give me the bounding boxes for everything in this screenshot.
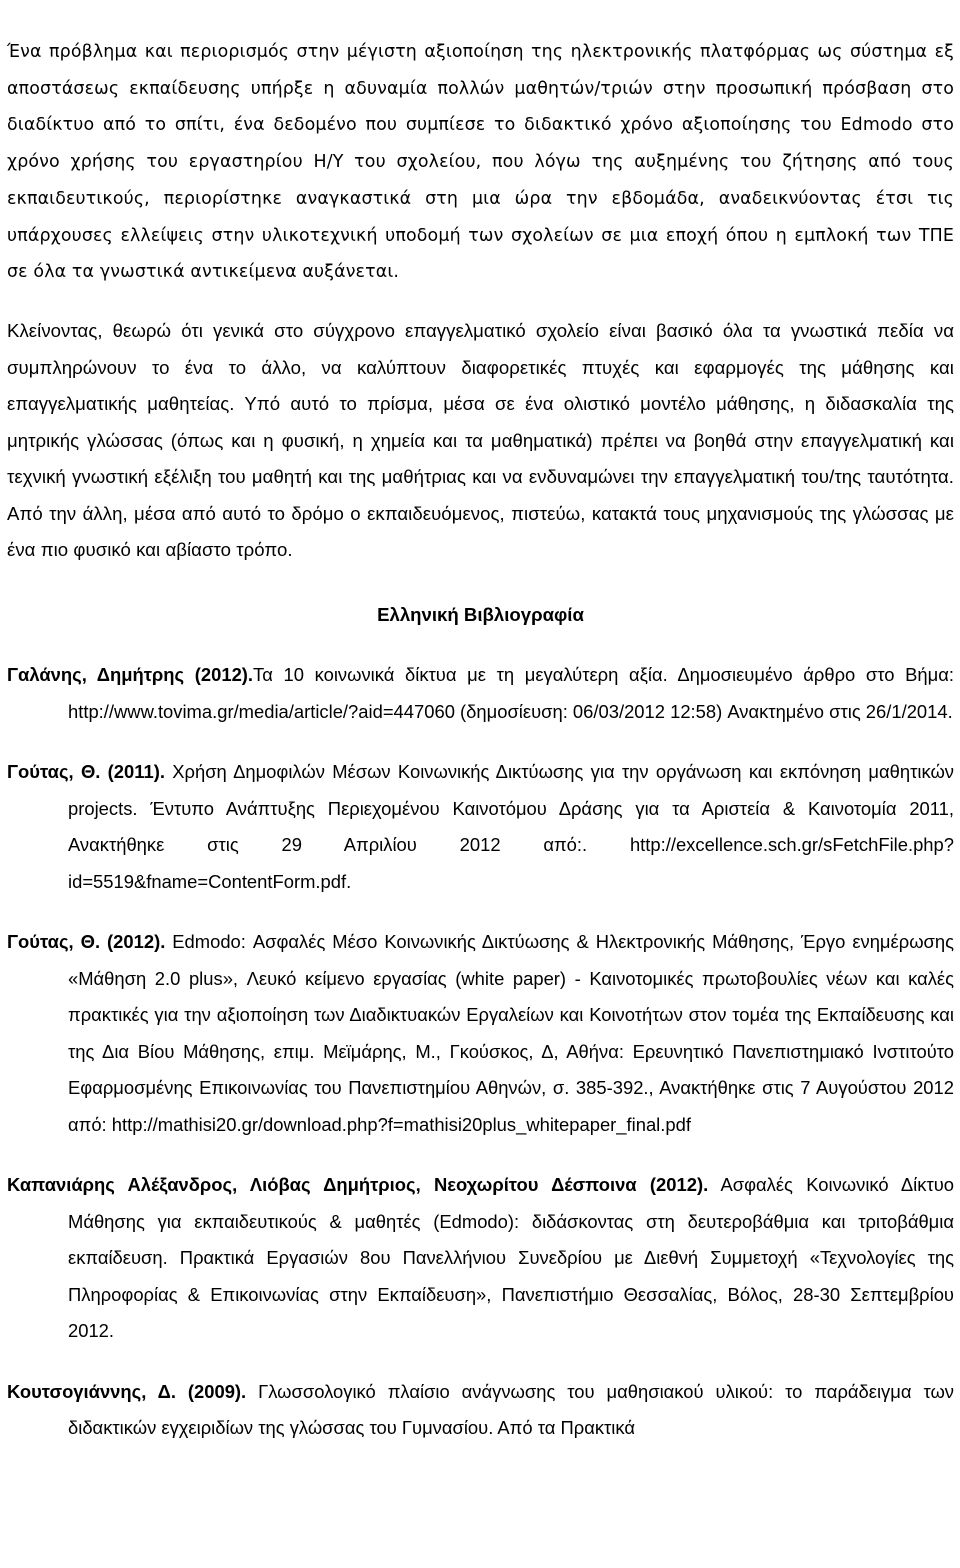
bibliography-heading: Ελληνική Βιβλιογραφία (377, 604, 584, 626)
reference-item (7, 1167, 954, 1350)
reference-authors: Γούτας, Θ. (2011). (7, 761, 165, 783)
reference-text: Ασφαλές Κοινωνικό Δίκτυο Μάθησης για εκπαιδευτικούς & μαθητές (Edmodo): διδάσκοντας στη δευτεροβάθμια και τριτοβάθμια εκπαίδευση. Πρακτικά Εργασιών 8ου Πανελλήνιου Συνεδρίου με Διεθνή Συμμετοχή «Τεχνολογίες της Πληροφορίας & Επικοινωνίας στην Εκπαίδευση», Πανεπιστήμιο Θεσσαλίας, Βόλος, 28-30 Σεπτεμβρίου 2012. (68, 1174, 955, 1342)
reference-authors: Κουτσογιάννης, Δ. (2009). (7, 1380, 247, 1402)
body-paragraph-2: Κλείνοντας, θεωρώ ότι γενικά στο σύγχρονο επαγγελματικό σχολείο είναι βασικό όλα τα γνωστικά πεδία να συμπληρώνουν το ένα το άλλο, να καλύπτουν διαφορετικές πτυχές και εφαρμογές της μάθησης και επαγγελματικής μαθητείας. Υπό αυτό το πρίσμα, μέσα σε ένα ολιστικό μοντέλο μάθησης, η διδασκαλία της μητρικής γλώσσας (όπως και η φυσική, η χημεία και τα μαθηματικά) πρέπει να βοηθά στην επαγγελματική και τεχνική γνωστική εξέλιξη του μαθητή και της μαθήτριας και να ενδυναμώνει την επαγγελματική του/της ταυτότητα. Από την άλλη, μέσα από αυτό το δρόμο ο εκπαιδευόμενος, πιστεύω, κατακτά τους μηχανισμούς της γλώσσας με ένα πιο φυσικό και αβίαστο τρόπο. (7, 319, 954, 561)
reference-item (7, 754, 954, 900)
document-page (7, 0, 954, 1447)
reference-text: Edmodo: Ασφαλές Μέσο Κοινωνικής Δικτύωσης & Ηλεκτρονικής Μάθησης, Έργο ενημέρωσης «Μάθηση 2.0 plus», Λευκό κείμενο εργασίας (white paper) - Καινοτομικές πρωτοβουλίες νέων και καλές πρακτικές για την αξιοποίηση των Διαδικτυακών Εργαλείων και Κοινοτήτων στον τομέα της Εκπαίδευσης και της Δια Βίου Μάθησης, επιμ. Μεϊμάρης, Μ., Γκούσκος, Δ, Αθήνα: Ερευνητικό Πανεπιστημιακό Ινστιτούτο Εφαρμοσμένης Επικοινωνίας του Πανεπιστημίου Αθηνών, σ. 385-392., Ανακτήθηκε στις 7 Αυγούστου 2012 από: http://mathisi20.gr/download.php?f=mathisi20plus_whitepaper_final.pdf (68, 931, 954, 1135)
reference-text: Γλωσσολογικό πλαίσιο ανάγνωσης του μαθησιακού υλικού: το παράδειγμα των διδακτικών εγχειριδίων της γλώσσας του Γυμνασίου. Από τα Πρακτικά (68, 1380, 955, 1439)
reference-item (7, 1374, 954, 1447)
reference-authors: Γαλάνης, Δημήτρης (2012). (7, 664, 254, 686)
reference-text: Χρήση Δημοφιλών Μέσων Κοινωνικής Δικτύωσης για την οργάνωση και εκπόνηση μαθητικών projects. Έντυπο Ανάπτυξης Περιεχομένου Καινοτόμου Δράσης για τα Αριστεία & Καινοτομία 2011, Ανακτήθηκε στις 29 Απριλίου 2012 από:. http://excellence.sch.gr/sFetchFile.php?id=5519&fname=ContentForm.pdf. (68, 761, 954, 892)
reference-text: Τα 10 κοινωνικά δίκτυα με τη μεγαλύτερη αξία. Δημοσιευμένο άρθρο στο Βήμα: http://www.tovima.gr/media/article/?aid=447060 (δημοσίευση: 06/03/2012 12:58) Ανακτημένο στις 26/1/2014. (68, 664, 954, 722)
reference-authors: Γούτας, Θ. (2012). (7, 931, 166, 953)
reference-item (7, 657, 954, 730)
reference-authors: Καπανιάρης Αλέξανδρος, Λιόβας Δημήτριος, Νεοχωρίτου Δέσποινα (2012). (7, 1174, 709, 1196)
reference-item (7, 924, 954, 1143)
body-paragraph-1: Ένα πρόβλημα και περιορισμός στην μέγιστη αξιοποίηση της ηλεκτρονικής πλατφόρμας ως σύστημα εξ αποστάσεως εκπαίδευσης υπήρξε η αδυναμία πολλών μαθητών/τριών στην προσωπική πρόσβαση στο διαδίκτυο από το σπίτι, ένα δεδομένο που συμπίεσε το διδακτικό χρόνο αξιοποίησης του Edmodo στο χρόνο χρήσης του εργαστηρίου Η/Υ του σχολείου, που λόγω της αυξημένης του ζήτησης από τους εκπαιδευτικούς, περιορίστηκε αναγκαστικά στη μια ώρα την εβδομάδα, αναδεικνύοντας έτσι τις υπάρχουσες ελλείψεις στην υλικοτεχνική υποδομή των σχολείων σε μια εποχή όπου η εμπλοκή των ΤΠΕ σε όλα τα γνωστικά αντικείμενα αυξάνεται. (7, 42, 954, 283)
